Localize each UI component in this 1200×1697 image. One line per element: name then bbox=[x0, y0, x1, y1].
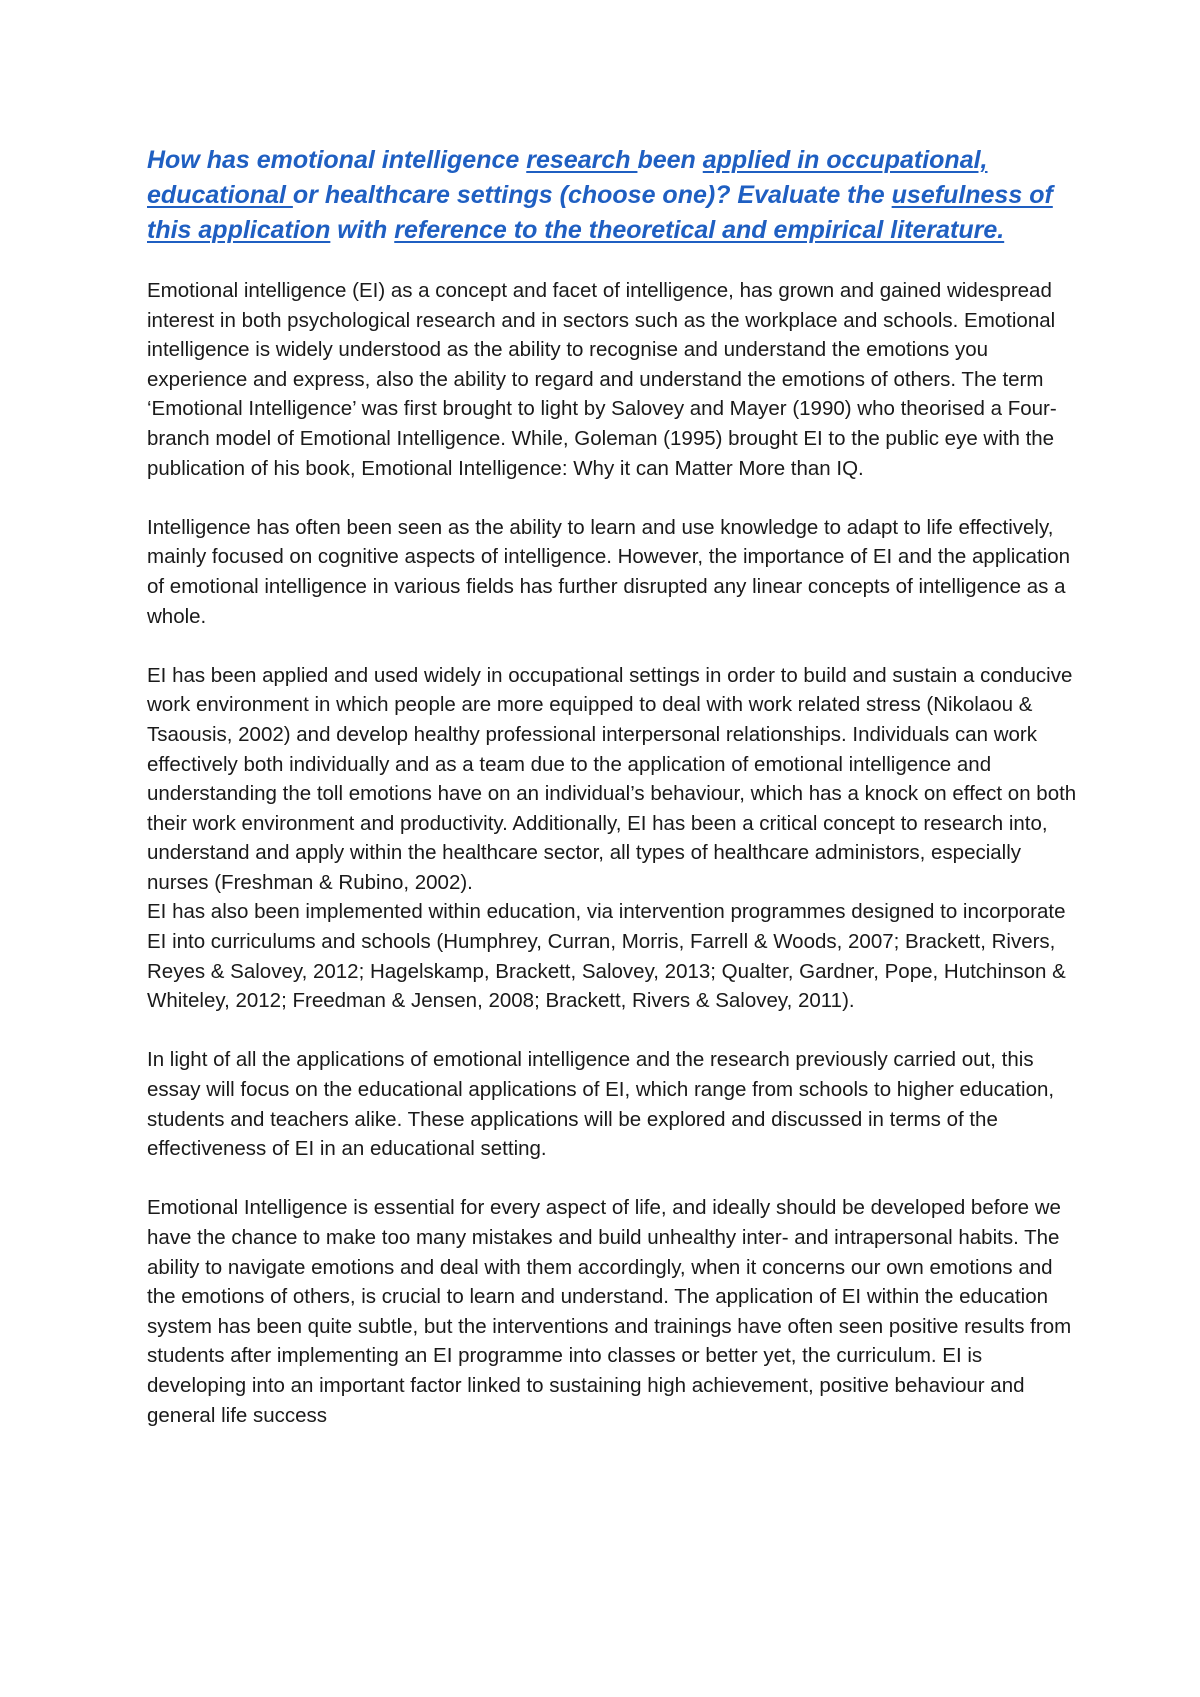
essay-body bbox=[147, 276, 1077, 1430]
title-underlined-segment: educational bbox=[147, 181, 293, 209]
essay-question-title bbox=[147, 143, 1077, 248]
title-segment: How has emotional intelligence bbox=[147, 146, 527, 174]
title-underlined-segment: research bbox=[526, 146, 638, 174]
spacer bbox=[147, 248, 1077, 276]
paragraph-intelligence: Intelligence has often been seen as the ability to learn and use knowledge to adapt to life effectively, mainly focused on cognitive aspects of intelligence. However, the importance of EI and the application of emotional intelligence in various fields has further disrupted any linear concepts of intelligence as a whole. bbox=[147, 515, 1071, 628]
spacer bbox=[147, 483, 1077, 513]
paragraph-intro: Emotional intelligence (EI) as a concept and facet of intelligence, has grown and gained widespread interest in both psychological research and in sectors such as the workplace and schools. Emotional intelligence is widely understood as the ability to recognise and understand the emotions you experience and express, also the ability to regard and understand the emotions of others. The term ‘Emotional Intelligence’ was first brought to light by Salovey and Mayer (1990) who theorised a Four-branch model of Emotional Intelligence. While, Goleman (1995) brought EI to the public eye with the publication of his book, Emotional Intelligence: Why it can Matter More than IQ. bbox=[147, 279, 1057, 480]
title-segment: been bbox=[637, 146, 703, 174]
paragraph-essay-focus: In light of all the applications of emotional intelligence and the research previously carried out, this essay will focus on the educational applications of EI, which range from schools to higher education, students and teachers alike. These applications will be explored and discussed in terms of the effectiveness of EI in an educational setting. bbox=[147, 1048, 1055, 1161]
spacer bbox=[147, 631, 1077, 661]
paragraph-ei-essential: Emotional Intelligence is essential for every aspect of life, and ideally should be developed before we have the chance to make too many mistakes and build unhealthy inter- and intrapersonal habits. The ability to navigate emotions and deal with them accordingly, when it concerns our own emotions and the emotions of others, is crucial to learn and understand. The application of EI within the education system has been quite subtle, but the interventions and trainings have often seen positive results from students after implementing an EI programme into classes or better yet, the curriculum. EI is developing into an important factor linked to sustaining high achievement, positive behaviour and general life success bbox=[147, 1196, 1072, 1427]
spacer bbox=[147, 1016, 1077, 1046]
paragraph-occupational: EI has been applied and used widely in occupational settings in order to build and sustain a conducive work environment in which people are more equipped to deal with work related stress (Nikolaou & Tsaousis, 2002) and develop healthy professional interpersonal relationships. Individuals can work effectively both individually and as a team due to the application of emotional intelligence and understanding the toll emotions have on an individual’s behaviour, which has a knock on effect on both their work environment and productivity. Additionally, EI has been a critical concept to research into, understand and apply within the healthcare sector, all types of healthcare administors, especially nurses (Freshman & Rubino, 2002). bbox=[147, 663, 1077, 894]
title-underlined-segment: applied in occupational, bbox=[702, 146, 988, 174]
document-content bbox=[147, 143, 1077, 1430]
title-segment: or healthcare settings (choose one)? Evaluate the bbox=[292, 181, 892, 209]
spacer bbox=[147, 1164, 1077, 1194]
title-underlined-segment: usefulness of this application bbox=[147, 181, 1053, 244]
paragraph-education-interventions: EI has also been implemented within education, via intervention programmes designed to incorporate EI into curriculums and schools (Humphrey, Curran, Morris, Farrell & Woods, 2007; Brackett, Rivers, Reyes & Salovey, 2012; Hagelskamp, Brackett, Salovey, 2013; Qualter, Gardner, Pope, Hutchinson & Whiteley, 2012; Freedman & Jensen, 2008; Brackett, Rivers & Salovey, 2011). bbox=[147, 900, 1066, 1013]
title-underlined-segment: reference to the theoretical and empirical literature. bbox=[394, 216, 1005, 244]
title-segment: with bbox=[330, 216, 395, 244]
